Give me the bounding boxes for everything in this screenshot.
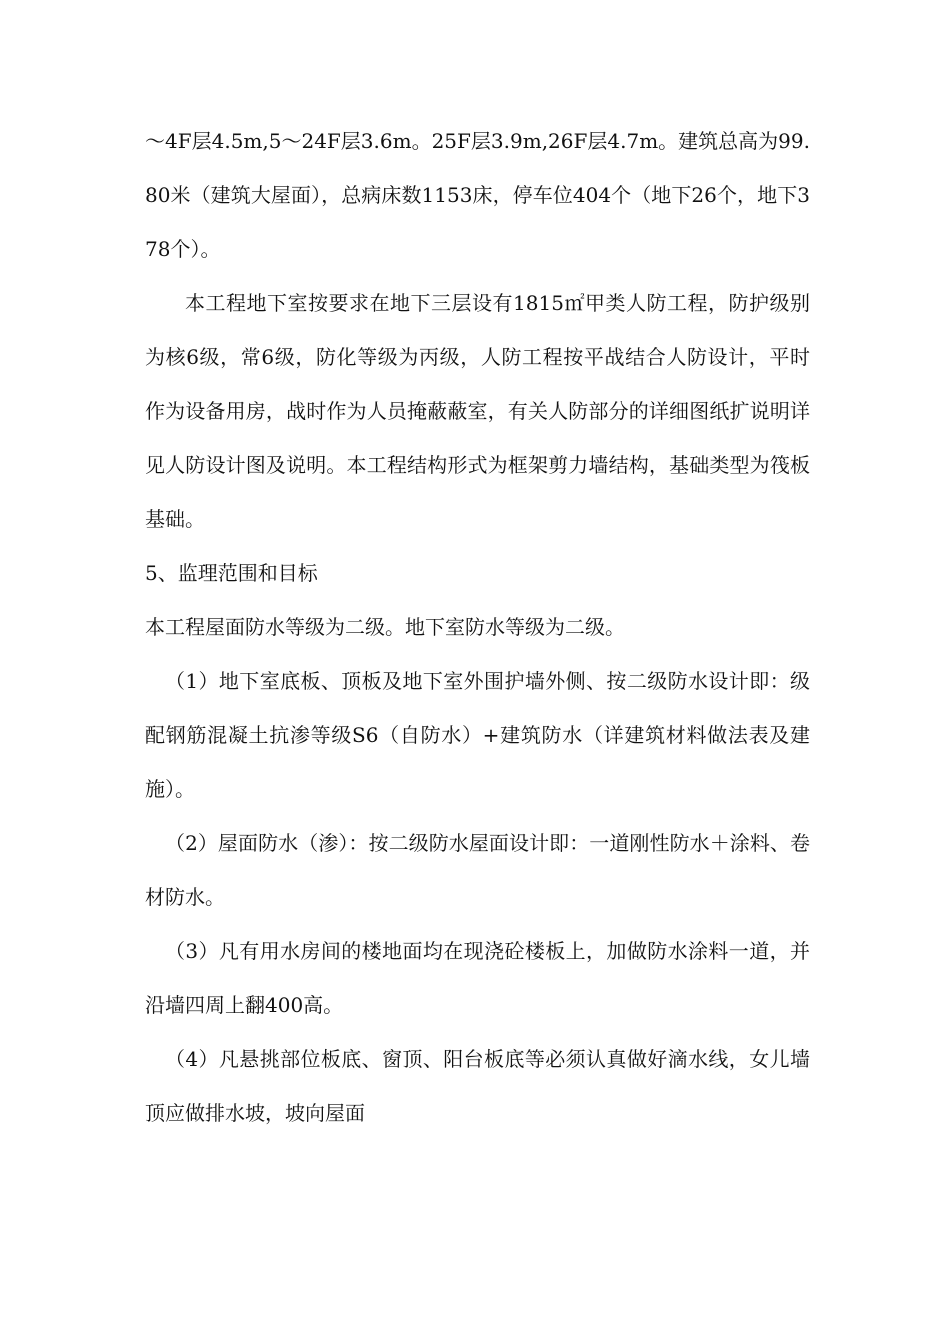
list-item-4-drip-line: （4）凡悬挑部位板底、窗顶、阳台板底等必须认真做好滴水线，女儿墙顶应做排水坡，坡向屋面: [145, 1047, 810, 1125]
list-item-2-roof-waterproof: （2）屋面防水（渗）：按二级防水屋面设计即：一道刚性防水＋涂料、卷材防水。: [145, 831, 810, 909]
paragraph-building-heights: ～4F层4.5m,5～24F层3.6m。25F层3.9m,26F层4.7m。建筑总高为99.80米（建筑大屋面），总病床数1153床，停车位404个（地下26个，地下378个）。: [145, 129, 810, 261]
list-item-3-wet-room-floor: （3）凡有用水房间的楼地面均在现浇砼楼板上，加做防水涂料一道，并沿墙四周上翻400高。: [145, 939, 810, 1017]
document-body: [145, 114, 810, 1140]
paragraph-civil-defense: 本工程地下室按要求在地下三层设有1815㎡甲类人防工程，防护级别为核6级，常6级，防化等级为丙级，人防工程按平战结合人防设计，平时作为设备用房，战时作为人员掩蔽蔽室，有关人防部分的详细图纸扩说明详见人防设计图及说明。本工程结构形式为框架剪力墙结构，基础类型为筏板基础。: [145, 291, 810, 531]
section-heading-supervision-scope: 5、监理范围和目标: [145, 561, 318, 585]
list-item-1-basement-waterproof: （1）地下室底板、顶板及地下室外围护墙外侧、按二级防水设计即：级配钢筋混凝土抗渗等级S6（自防水）+建筑防水（详建筑材料做法表及建施）。: [145, 669, 810, 801]
paragraph-waterproof-grade: 本工程屋面防水等级为二级。地下室防水等级为二级。: [145, 615, 625, 639]
